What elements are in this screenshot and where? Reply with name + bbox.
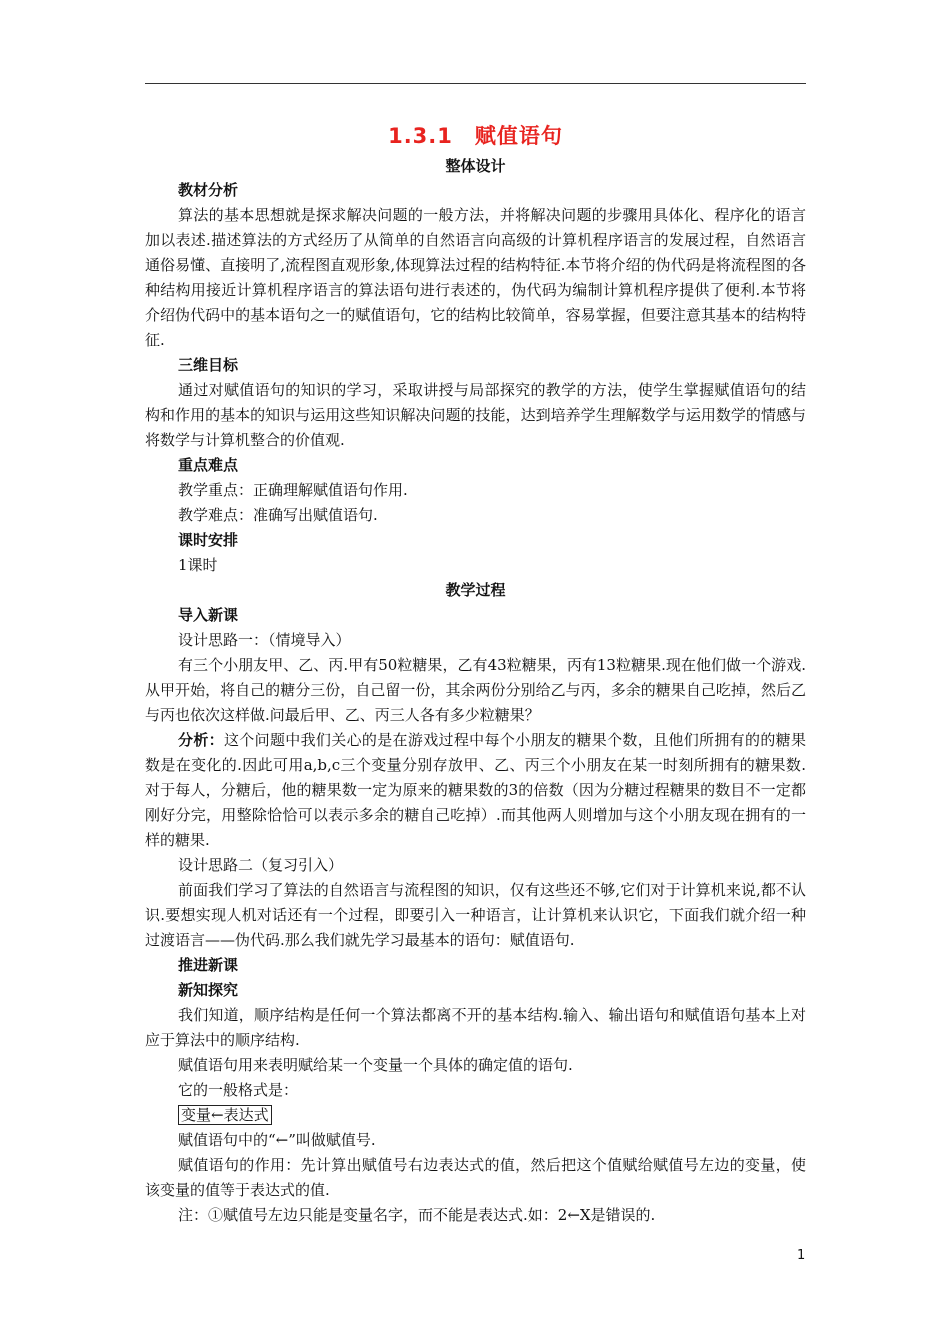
paragraph-assignment-effect: 赋值语句的作用：先计算出赋值号右边表达式的值，然后把这个值赋给赋值号左边的变量，使该变量的值等于表达式的值. <box>145 1156 806 1199</box>
heading-key-points: 重点难点 <box>178 456 239 474</box>
header-rule <box>145 83 806 84</box>
paragraph-candy-problem: 有三个小朋友甲、乙、丙.甲有50粒糖果，乙有43粒糖果，丙有13粒糖果.现在他们做一个游戏.从甲开始，将自己的糖分三份，自己留一份，其余两份分别给乙与丙，多余的糖果自己吃掉，然后乙与丙也依次这样做.问最后甲、乙、丙三人各有多少粒糖果？ <box>145 656 806 724</box>
paragraph-general-format: 它的一般格式是： <box>178 1081 299 1099</box>
format-box: 变量←表达式 <box>178 1105 272 1125</box>
paragraph-key-point: 教学重点：正确理解赋值语句作用. <box>178 481 408 499</box>
heading-exploration: 新知探究 <box>178 981 239 999</box>
paragraph-assignment-sign: 赋值语句中的“←”叫做赋值号. <box>178 1131 376 1149</box>
heading-teaching-process: 教学过程 <box>445 581 506 599</box>
heading-three-goals: 三维目标 <box>178 356 239 374</box>
section-subtitle: 整体设计 <box>445 157 506 175</box>
paragraph-schedule: 1课时 <box>178 556 218 574</box>
paragraph-assignment-definition: 赋值语句用来表明赋给某一个变量一个具体的确定值的语句. <box>178 1056 573 1074</box>
paragraph-idea-one: 设计思路一：（情境导入） <box>178 631 351 649</box>
paragraph-textbook-analysis: 算法的基本思想就是探求解决问题的一般方法，并将解决问题的步骤用具体化、程序化的语言加以表述.描述算法的方式经历了从简单的自然语言向高级的计算机程序语言的发展过程，自然语言通俗易懂、直接明了,流程图直观形象,体现算法过程的结构特征.本节将介绍的伪代码是将流程图的各种结构用接近计算机程序语言的算法语句进行表述的，伪代码为编制计算机程序提供了便利.本节将介绍伪代码中的基本语句之一的赋值语句，它的结构比较简单，容易掌握，但要注意其基本的结构特征. <box>145 206 806 349</box>
paragraph-sequence-structure: 我们知道，顺序结构是任何一个算法都离不开的基本结构.输入、输出语句和赋值语句基本上对应于算法中的顺序结构. <box>145 1006 806 1049</box>
paragraph-note: 注：①赋值号左边只能是变量名字，而不能是表达式.如：2←X是错误的. <box>178 1206 656 1224</box>
paragraph-analysis <box>145 728 806 853</box>
heading-lead-in: 导入新课 <box>178 606 239 624</box>
document-body <box>145 118 806 1228</box>
heading-schedule: 课时安排 <box>178 531 239 549</box>
heading-textbook-analysis: 教材分析 <box>178 181 239 199</box>
paragraph-three-goals: 通过对赋值语句的知识的学习，采取讲授与局部探究的教学的方法，使学生掌握赋值语句的结构和作用的基本的知识与运用这些知识解决问题的技能，达到培养学生理解数学与运用数学的情感与将数学与计算机整合的价值观. <box>145 381 806 449</box>
page-number: 1 <box>797 1248 806 1263</box>
paragraph-format-box <box>145 1103 806 1128</box>
analysis-label: 分析： <box>178 731 224 749</box>
paragraph-difficult-point: 教学难点：准确写出赋值语句. <box>178 506 378 524</box>
paragraph-review: 前面我们学习了算法的自然语言与流程图的知识，仅有这些还不够,它们对于计算机来说,都不认识.要想实现人机对话还有一个过程，即要引入一种语言，让计算机来认识它，下面我们就介绍一种过渡语言——伪代码.那么我们就先学习最基本的语句：赋值语句. <box>145 881 806 949</box>
paragraph-idea-two: 设计思路二（复习引入） <box>178 856 344 874</box>
page-title: 1.3.1 赋值语句 <box>388 124 563 148</box>
analysis-text: 这个问题中我们关心的是在游戏过程中每个小朋友的糖果个数，且他们所拥有的的糖果数是在变化的.因此可用a,b,c三个变量分别存放甲、乙、丙三个小朋友在某一时刻所拥有的糖果数.对于每人，分糖后，他的糖果数一定为原来的糖果数的3的倍数（因为分糖过程糖果的数目不一定都刚好分完，用整除恰恰可以表示多余的糖自己吃掉）.而其他两人则增加与这个小朋友现在拥有的一样的糖果. <box>145 731 806 849</box>
heading-new-lesson: 推进新课 <box>178 956 239 974</box>
